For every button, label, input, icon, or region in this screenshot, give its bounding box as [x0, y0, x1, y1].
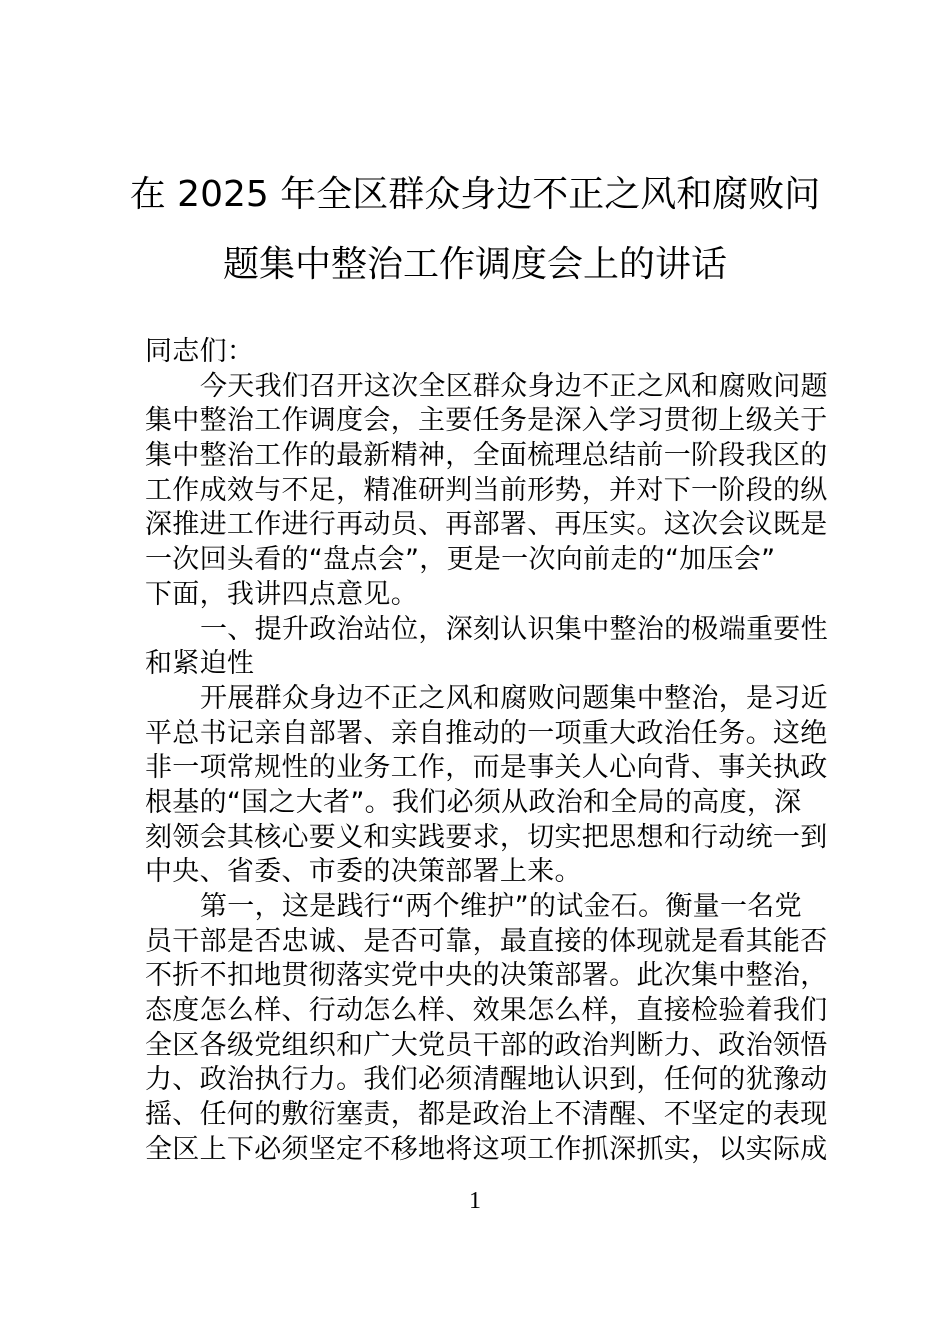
text-line: 员干部是否忠诚、是否可靠，最直接的体现就是看其能否: [145, 925, 828, 957]
text-line: 工作成效与不足，精准研判当前形势，并对下一阶段的纵: [145, 474, 828, 506]
text-line: 根基的“国之大者”。我们必须从政治和全局的高度，深: [145, 786, 802, 818]
text-line: 全区上下必须坚定不移地将这项工作抓深抓实，以实际成: [145, 1133, 828, 1165]
text-line: 态度怎么样、行动怎么样、效果怎么样，直接检验着我们: [145, 995, 828, 1027]
document-title-line-2: 题集中整治工作调度会上的讲话: [222, 244, 727, 285]
text-line: 刻领会其核心要义和实践要求，切实把思想和行动统一到: [145, 821, 828, 853]
text-line: 力、政治执行力。我们必须清醒地认识到，任何的犹豫动: [145, 1064, 828, 1096]
document-body: [145, 335, 828, 1168]
text-line: 中央、省委、市委的决策部署上来。: [145, 856, 582, 888]
text-line: 和紧迫性: [145, 648, 255, 680]
text-line: 集中整治工作的最新精神，全面梳理总结前一阶段我区的: [145, 440, 828, 472]
text-line: 集中整治工作调度会，主要任务是深入学习贯彻上级关于: [145, 405, 828, 437]
text-line: 深推进工作进行再动员、再部署、再压实。这次会议既是: [145, 509, 828, 541]
text-line: 一次回头看的“盘点会”，更是一次向前走的“加压会”: [145, 544, 776, 576]
text-line: 下面，我讲四点意见。: [145, 578, 418, 610]
text-line: 不折不扣地贯彻落实党中央的决策部署。此次集中整治，: [145, 960, 828, 992]
text-line: 同志们：: [145, 336, 255, 367]
text-line: 平总书记亲自部署、亲自推动的一项重大政治任务。这绝: [145, 717, 828, 749]
text-line: 今天我们召开这次全区群众身边不正之风和腐败问题: [200, 370, 828, 402]
text-line: 一、提升政治站位，深刻认识集中整治的极端重要性: [200, 613, 828, 645]
text-line: 全区各级党组织和广大党员干部的政治判断力、政治领悟: [145, 1029, 828, 1061]
page-number: 1: [469, 1188, 481, 1214]
text-line: 第一，这是践行“两个维护”的试金石。衡量一名党: [200, 891, 802, 922]
text-line: 非一项常规性的业务工作，而是事关人心向背、事关执政: [145, 752, 828, 784]
text-line: 摇、任何的敷衍塞责，都是政治上不清醒、不坚定的表现: [145, 1099, 828, 1131]
document-title-line-1: 在 2025 年全区群众身边不正之风和腐败问: [129, 174, 821, 215]
text-line: 开展群众身边不正之风和腐败问题集中整治，是习近: [200, 682, 828, 714]
